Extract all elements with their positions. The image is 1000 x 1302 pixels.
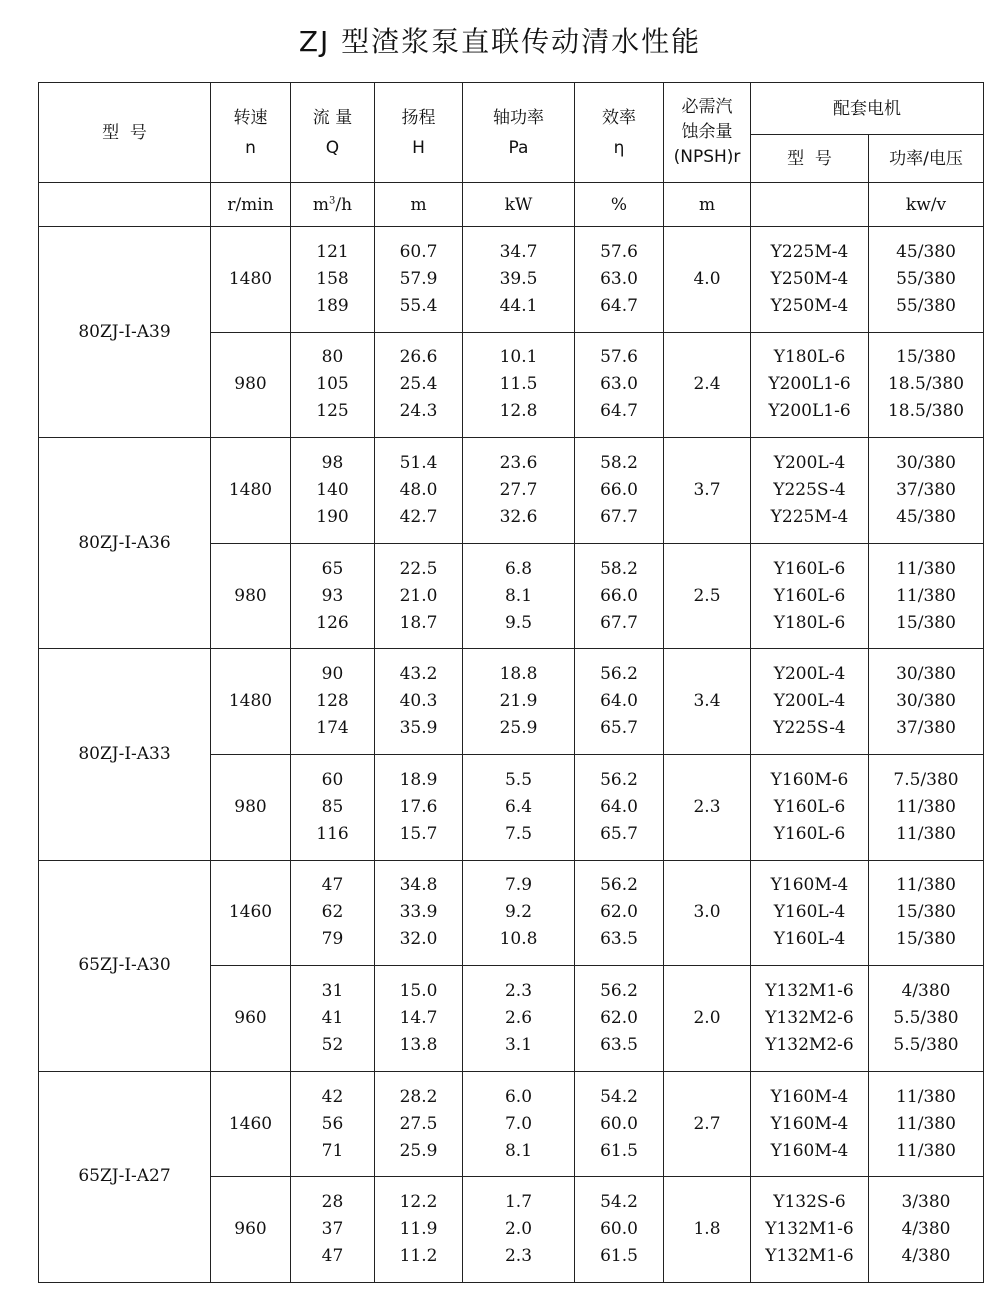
power-voltage-cell <box>869 860 984 966</box>
flow-value: 121 <box>316 241 349 262</box>
flow-value: 80 <box>321 347 344 368</box>
efficiency-cell <box>575 332 664 438</box>
page-title: ZJ 型渣浆泵直联传动清水性能 <box>298 25 702 58</box>
speed-cell: 960 <box>211 1177 291 1283</box>
head-value: 25.9 <box>399 1140 438 1161</box>
flow-value: 126 <box>316 612 349 633</box>
header-efficiency: 效率 η <box>575 83 664 183</box>
flow-cell <box>291 227 375 333</box>
efficiency-value: 65.7 <box>600 823 638 844</box>
flow-value: 116 <box>316 823 349 844</box>
header-motor-power-voltage: 功率/电压 <box>869 135 984 183</box>
power-voltage-value: 55/380 <box>896 268 956 289</box>
head-value: 57.9 <box>399 268 438 289</box>
head-value: 34.8 <box>399 875 438 896</box>
motor-model-value: Y160L-4 <box>773 929 846 950</box>
head-value: 55.4 <box>399 295 438 316</box>
power-voltage-cell <box>869 1071 984 1177</box>
head-value: 48.0 <box>399 479 438 500</box>
shaft-power-cell <box>463 332 575 438</box>
npsh-cell: 1.8 <box>664 1177 751 1283</box>
shaft-power-value: 11.5 <box>499 374 538 395</box>
flow-value: 41 <box>321 1007 344 1028</box>
power-voltage-value: 15/380 <box>896 612 956 633</box>
power-voltage-value: 4/380 <box>901 980 951 1001</box>
flow-value: 190 <box>316 506 349 527</box>
power-voltage-cell <box>869 1177 984 1283</box>
head-value: 18.9 <box>399 769 438 790</box>
shaft-power-value: 8.1 <box>504 1140 533 1161</box>
motor-model-value: Y160L-6 <box>773 558 846 579</box>
motor-model-value: Y225S-4 <box>773 718 846 739</box>
motor-model-value: Y180L-6 <box>773 612 846 633</box>
shaft-power-value: 23.6 <box>499 452 538 473</box>
efficiency-value: 63.5 <box>600 929 638 950</box>
unit-motor-power-voltage: kw/v <box>869 183 984 227</box>
shaft-power-value: 6.0 <box>504 1086 533 1107</box>
efficiency-value: 54.2 <box>600 1192 638 1213</box>
pump-model: 80ZJ-I-A39 <box>39 227 211 438</box>
efficiency-value: 64.7 <box>600 401 638 422</box>
shaft-power-cell <box>463 1177 575 1283</box>
motor-model-cell <box>751 860 869 966</box>
head-value: 14.7 <box>399 1007 438 1028</box>
efficiency-value: 54.2 <box>600 1086 638 1107</box>
header-motor-model: 型 号 <box>751 135 869 183</box>
power-voltage-value: 30/380 <box>896 452 956 473</box>
motor-model-value: Y250M-4 <box>770 295 849 316</box>
flow-value: 62 <box>321 902 344 923</box>
unit-model <box>39 183 211 227</box>
flow-value: 90 <box>321 664 344 685</box>
unit-speed: r/min <box>211 183 291 227</box>
motor-model-value: Y132M1-6 <box>765 1246 854 1267</box>
head-value: 18.7 <box>399 612 438 633</box>
shaft-power-cell <box>463 543 575 649</box>
npsh-cell: 2.4 <box>664 332 751 438</box>
head-cell <box>375 1071 463 1177</box>
unit-motor-model <box>751 183 869 227</box>
shaft-power-value: 7.9 <box>504 875 533 896</box>
head-value: 11.2 <box>399 1246 438 1267</box>
power-voltage-value: 3/380 <box>901 1192 951 1213</box>
efficiency-value: 61.5 <box>600 1140 638 1161</box>
power-voltage-value: 30/380 <box>896 691 956 712</box>
efficiency-value: 64.0 <box>600 691 638 712</box>
head-value: 35.9 <box>399 718 438 739</box>
power-voltage-cell <box>869 438 984 544</box>
power-voltage-value: 55/380 <box>896 295 956 316</box>
efficiency-value: 63.0 <box>600 374 638 395</box>
power-voltage-cell <box>869 332 984 438</box>
data-row <box>39 860 984 966</box>
flow-value: 47 <box>321 1246 344 1267</box>
head-value: 26.6 <box>399 347 438 368</box>
flow-value: 85 <box>321 796 344 817</box>
shaft-power-value: 25.9 <box>499 718 538 739</box>
power-voltage-value: 15/380 <box>896 929 956 950</box>
motor-model-value: Y132M1-6 <box>765 1219 854 1240</box>
efficiency-cell <box>575 438 664 544</box>
unit-npsh: m <box>664 183 751 227</box>
power-voltage-value: 4/380 <box>901 1219 951 1240</box>
motor-model-value: Y200L-4 <box>773 452 846 473</box>
shaft-power-value: 1.7 <box>504 1192 533 1213</box>
shaft-power-value: 3.1 <box>504 1034 533 1055</box>
unit-shaft-power: kW <box>463 183 575 227</box>
shaft-power-cell <box>463 227 575 333</box>
shaft-power-value: 34.7 <box>499 241 538 262</box>
header-row-1 <box>39 83 984 135</box>
motor-model-value: Y160M-6 <box>770 769 849 790</box>
motor-model-value: Y132S-6 <box>773 1192 846 1213</box>
shaft-power-value: 21.9 <box>499 691 538 712</box>
npsh-cell: 2.0 <box>664 966 751 1072</box>
motor-model-cell <box>751 1177 869 1283</box>
motor-model-value: Y250M-4 <box>770 268 849 289</box>
flow-value: 98 <box>321 452 344 473</box>
power-voltage-value: 45/380 <box>896 506 956 527</box>
flow-value: 60 <box>321 769 344 790</box>
motor-model-value: Y160M-4 <box>770 875 849 896</box>
flow-cell <box>291 649 375 755</box>
head-value: 32.0 <box>399 929 438 950</box>
speed-cell: 1480 <box>211 438 291 544</box>
header-speed: 转速 n <box>211 83 291 183</box>
flow-cell <box>291 754 375 860</box>
npsh-cell: 2.7 <box>664 1071 751 1177</box>
head-cell <box>375 754 463 860</box>
header-model: 型 号 <box>39 83 211 183</box>
motor-model-value: Y200L1-6 <box>768 374 851 395</box>
flow-value: 56 <box>321 1113 344 1134</box>
efficiency-value: 62.0 <box>600 1007 638 1028</box>
motor-model-cell <box>751 438 869 544</box>
power-voltage-cell <box>869 754 984 860</box>
power-voltage-value: 11/380 <box>896 875 956 896</box>
motor-model-value: Y200L-4 <box>773 664 846 685</box>
flow-value: 128 <box>316 691 349 712</box>
power-voltage-value: 37/380 <box>896 479 956 500</box>
head-cell <box>375 860 463 966</box>
motor-model-value: Y225M-4 <box>770 241 849 262</box>
data-row <box>39 227 984 333</box>
flow-cell <box>291 966 375 1072</box>
unit-flow: $m^3/h$ <box>291 183 375 227</box>
efficiency-value: 62.0 <box>600 902 638 923</box>
efficiency-value: 58.2 <box>600 558 638 579</box>
flow-value: 125 <box>316 401 349 422</box>
unit-head: m <box>375 183 463 227</box>
flow-value: 42 <box>321 1086 344 1107</box>
head-value: 15.0 <box>399 980 438 1001</box>
head-cell <box>375 227 463 333</box>
units-row <box>39 183 984 227</box>
efficiency-value: 61.5 <box>600 1246 638 1267</box>
motor-model-value: Y132M1-6 <box>765 980 854 1001</box>
shaft-power-value: 2.6 <box>504 1007 533 1028</box>
header-shaft-power: 轴功率 Pa <box>463 83 575 183</box>
speed-cell: 1460 <box>211 1071 291 1177</box>
flow-value: 52 <box>321 1034 344 1055</box>
motor-model-value: Y160M-4 <box>770 1086 849 1107</box>
data-row <box>39 438 984 544</box>
motor-model-value: Y200L-4 <box>773 691 846 712</box>
power-voltage-value: 11/380 <box>896 1086 956 1107</box>
efficiency-cell <box>575 966 664 1072</box>
header-flow: 流 量 Q <box>291 83 375 183</box>
efficiency-value: 64.7 <box>600 295 638 316</box>
speed-cell: 980 <box>211 754 291 860</box>
flow-cell <box>291 1071 375 1177</box>
flow-value: 28 <box>321 1192 344 1213</box>
head-value: 15.7 <box>399 823 438 844</box>
power-voltage-value: 11/380 <box>896 1140 956 1161</box>
flow-cell <box>291 332 375 438</box>
head-value: 42.7 <box>399 506 438 527</box>
efficiency-value: 65.7 <box>600 718 638 739</box>
motor-model-value: Y160L-4 <box>773 902 846 923</box>
power-voltage-value: 37/380 <box>896 718 956 739</box>
head-value: 33.9 <box>399 902 438 923</box>
head-value: 60.7 <box>399 241 438 262</box>
efficiency-cell <box>575 1177 664 1283</box>
flow-value: 47 <box>321 875 344 896</box>
efficiency-cell <box>575 543 664 649</box>
efficiency-value: 60.0 <box>600 1219 638 1240</box>
efficiency-value: 63.5 <box>600 1034 638 1055</box>
efficiency-value: 67.7 <box>600 612 638 633</box>
power-voltage-cell <box>869 649 984 755</box>
flow-value: 93 <box>321 585 344 606</box>
pump-model: 80ZJ-I-A36 <box>39 438 211 649</box>
npsh-cell: 3.7 <box>664 438 751 544</box>
motor-model-cell <box>751 543 869 649</box>
motor-model-value: Y160M-4 <box>770 1113 849 1134</box>
efficiency-value: 57.6 <box>600 241 638 262</box>
shaft-power-value: 9.5 <box>504 612 533 633</box>
head-cell <box>375 1177 463 1283</box>
shaft-power-cell <box>463 649 575 755</box>
power-voltage-cell <box>869 543 984 649</box>
power-voltage-value: 11/380 <box>896 823 956 844</box>
motor-model-cell <box>751 754 869 860</box>
head-cell <box>375 438 463 544</box>
efficiency-value: 63.0 <box>600 268 638 289</box>
power-voltage-value: 45/380 <box>896 241 956 262</box>
unit-efficiency: % <box>575 183 664 227</box>
shaft-power-value: 8.1 <box>504 585 533 606</box>
flow-cell <box>291 860 375 966</box>
efficiency-value: 66.0 <box>600 585 638 606</box>
power-voltage-value: 5.5/380 <box>893 1007 959 1028</box>
head-value: 51.4 <box>399 452 438 473</box>
npsh-cell: 2.3 <box>664 754 751 860</box>
speed-cell: 1460 <box>211 860 291 966</box>
shaft-power-value: 6.4 <box>504 796 533 817</box>
efficiency-cell <box>575 1071 664 1177</box>
shaft-power-value: 10.1 <box>499 347 538 368</box>
npsh-cell: 3.0 <box>664 860 751 966</box>
flow-value: 105 <box>316 374 349 395</box>
efficiency-value: 56.2 <box>600 875 638 896</box>
head-cell <box>375 332 463 438</box>
shaft-power-value: 32.6 <box>499 506 538 527</box>
data-row <box>39 1071 984 1177</box>
power-voltage-cell <box>869 227 984 333</box>
power-voltage-value: 15/380 <box>896 902 956 923</box>
shaft-power-value: 5.5 <box>504 769 533 790</box>
flow-value: 37 <box>321 1219 344 1240</box>
head-cell <box>375 966 463 1072</box>
efficiency-value: 66.0 <box>600 479 638 500</box>
motor-model-value: Y160L-6 <box>773 823 846 844</box>
efficiency-value: 64.0 <box>600 796 638 817</box>
head-value: 17.6 <box>399 796 438 817</box>
shaft-power-value: 27.7 <box>499 479 538 500</box>
flow-value: 79 <box>321 929 344 950</box>
power-voltage-value: 11/380 <box>896 558 956 579</box>
efficiency-value: 56.2 <box>600 980 638 1001</box>
shaft-power-value: 2.3 <box>504 980 533 1001</box>
head-value: 11.9 <box>399 1219 438 1240</box>
motor-model-value: Y132M2-6 <box>765 1034 854 1055</box>
pump-model: 65ZJ-I-A30 <box>39 860 211 1071</box>
flow-value: 31 <box>321 980 344 1001</box>
header-motor: 配套电机 <box>751 83 984 135</box>
shaft-power-cell <box>463 438 575 544</box>
flow-value: 71 <box>321 1140 344 1161</box>
shaft-power-value: 7.0 <box>504 1113 533 1134</box>
shaft-power-value: 18.8 <box>499 664 538 685</box>
shaft-power-value: 2.0 <box>504 1219 533 1240</box>
speed-cell: 960 <box>211 966 291 1072</box>
head-value: 40.3 <box>399 691 438 712</box>
head-value: 27.5 <box>399 1113 438 1134</box>
motor-model-value: Y180L-6 <box>773 347 846 368</box>
efficiency-cell <box>575 649 664 755</box>
performance-table <box>38 82 984 1283</box>
power-voltage-value: 11/380 <box>896 585 956 606</box>
motor-model-cell <box>751 649 869 755</box>
shaft-power-value: 10.8 <box>499 929 538 950</box>
motor-model-cell <box>751 227 869 333</box>
flow-cell <box>291 543 375 649</box>
efficiency-cell <box>575 754 664 860</box>
motor-model-value: Y160L-6 <box>773 585 846 606</box>
shaft-power-value: 7.5 <box>504 823 533 844</box>
motor-model-value: Y200L1-6 <box>768 401 851 422</box>
flow-value: 174 <box>316 718 349 739</box>
shaft-power-value: 12.8 <box>499 401 538 422</box>
shaft-power-value: 2.3 <box>504 1246 533 1267</box>
head-value: 25.4 <box>399 374 438 395</box>
speed-cell: 980 <box>211 543 291 649</box>
shaft-power-cell <box>463 860 575 966</box>
head-value: 22.5 <box>399 558 438 579</box>
power-voltage-value: 4/380 <box>901 1246 951 1267</box>
motor-model-cell <box>751 332 869 438</box>
motor-model-value: Y132M2-6 <box>765 1007 854 1028</box>
header-head: 扬程 H <box>375 83 463 183</box>
power-voltage-value: 11/380 <box>896 796 956 817</box>
power-voltage-value: 7.5/380 <box>893 769 959 790</box>
head-cell <box>375 543 463 649</box>
power-voltage-value: 5.5/380 <box>893 1034 959 1055</box>
efficiency-cell <box>575 227 664 333</box>
flow-value: 140 <box>316 479 349 500</box>
flow-cell <box>291 438 375 544</box>
efficiency-value: 60.0 <box>600 1113 638 1134</box>
head-value: 43.2 <box>399 664 438 685</box>
head-value: 12.2 <box>399 1192 438 1213</box>
header-npsh: 必需汽 蚀余量 (NPSH)r <box>664 83 751 183</box>
motor-model-value: Y160L-6 <box>773 796 846 817</box>
motor-model-cell <box>751 966 869 1072</box>
efficiency-value: 67.7 <box>600 506 638 527</box>
efficiency-value: 57.6 <box>600 347 638 368</box>
efficiency-value: 58.2 <box>600 452 638 473</box>
motor-model-value: Y225M-4 <box>770 506 849 527</box>
head-cell <box>375 649 463 755</box>
motor-model-cell <box>751 1071 869 1177</box>
pump-model: 65ZJ-I-A27 <box>39 1071 211 1282</box>
head-value: 24.3 <box>399 401 438 422</box>
power-voltage-value: 18.5/380 <box>887 374 965 395</box>
npsh-cell: 3.4 <box>664 649 751 755</box>
shaft-power-value: 39.5 <box>499 268 538 289</box>
speed-cell: 1480 <box>211 227 291 333</box>
power-voltage-value: 18.5/380 <box>887 401 965 422</box>
shaft-power-cell <box>463 754 575 860</box>
efficiency-cell <box>575 860 664 966</box>
npsh-cell: 2.5 <box>664 543 751 649</box>
flow-value: 189 <box>316 295 349 316</box>
speed-cell: 980 <box>211 332 291 438</box>
flow-cell <box>291 1177 375 1283</box>
pump-model: 80ZJ-I-A33 <box>39 649 211 860</box>
speed-cell: 1480 <box>211 649 291 755</box>
shaft-power-cell <box>463 966 575 1072</box>
npsh-cell: 4.0 <box>664 227 751 333</box>
shaft-power-value: 9.2 <box>504 902 533 923</box>
data-row <box>39 649 984 755</box>
power-voltage-value: 15/380 <box>896 347 956 368</box>
power-voltage-cell <box>869 966 984 1072</box>
shaft-power-value: 44.1 <box>499 295 538 316</box>
power-voltage-value: 11/380 <box>896 1113 956 1134</box>
shaft-power-cell <box>463 1071 575 1177</box>
flow-value: 65 <box>321 558 344 579</box>
efficiency-value: 56.2 <box>600 664 638 685</box>
flow-value: 158 <box>316 268 349 289</box>
motor-model-value: Y160M-4 <box>770 1140 849 1161</box>
head-value: 13.8 <box>399 1034 438 1055</box>
motor-model-value: Y225S-4 <box>773 479 846 500</box>
head-value: 21.0 <box>399 585 438 606</box>
efficiency-value: 56.2 <box>600 769 638 790</box>
power-voltage-value: 30/380 <box>896 664 956 685</box>
head-value: 28.2 <box>399 1086 438 1107</box>
shaft-power-value: 6.8 <box>504 558 533 579</box>
